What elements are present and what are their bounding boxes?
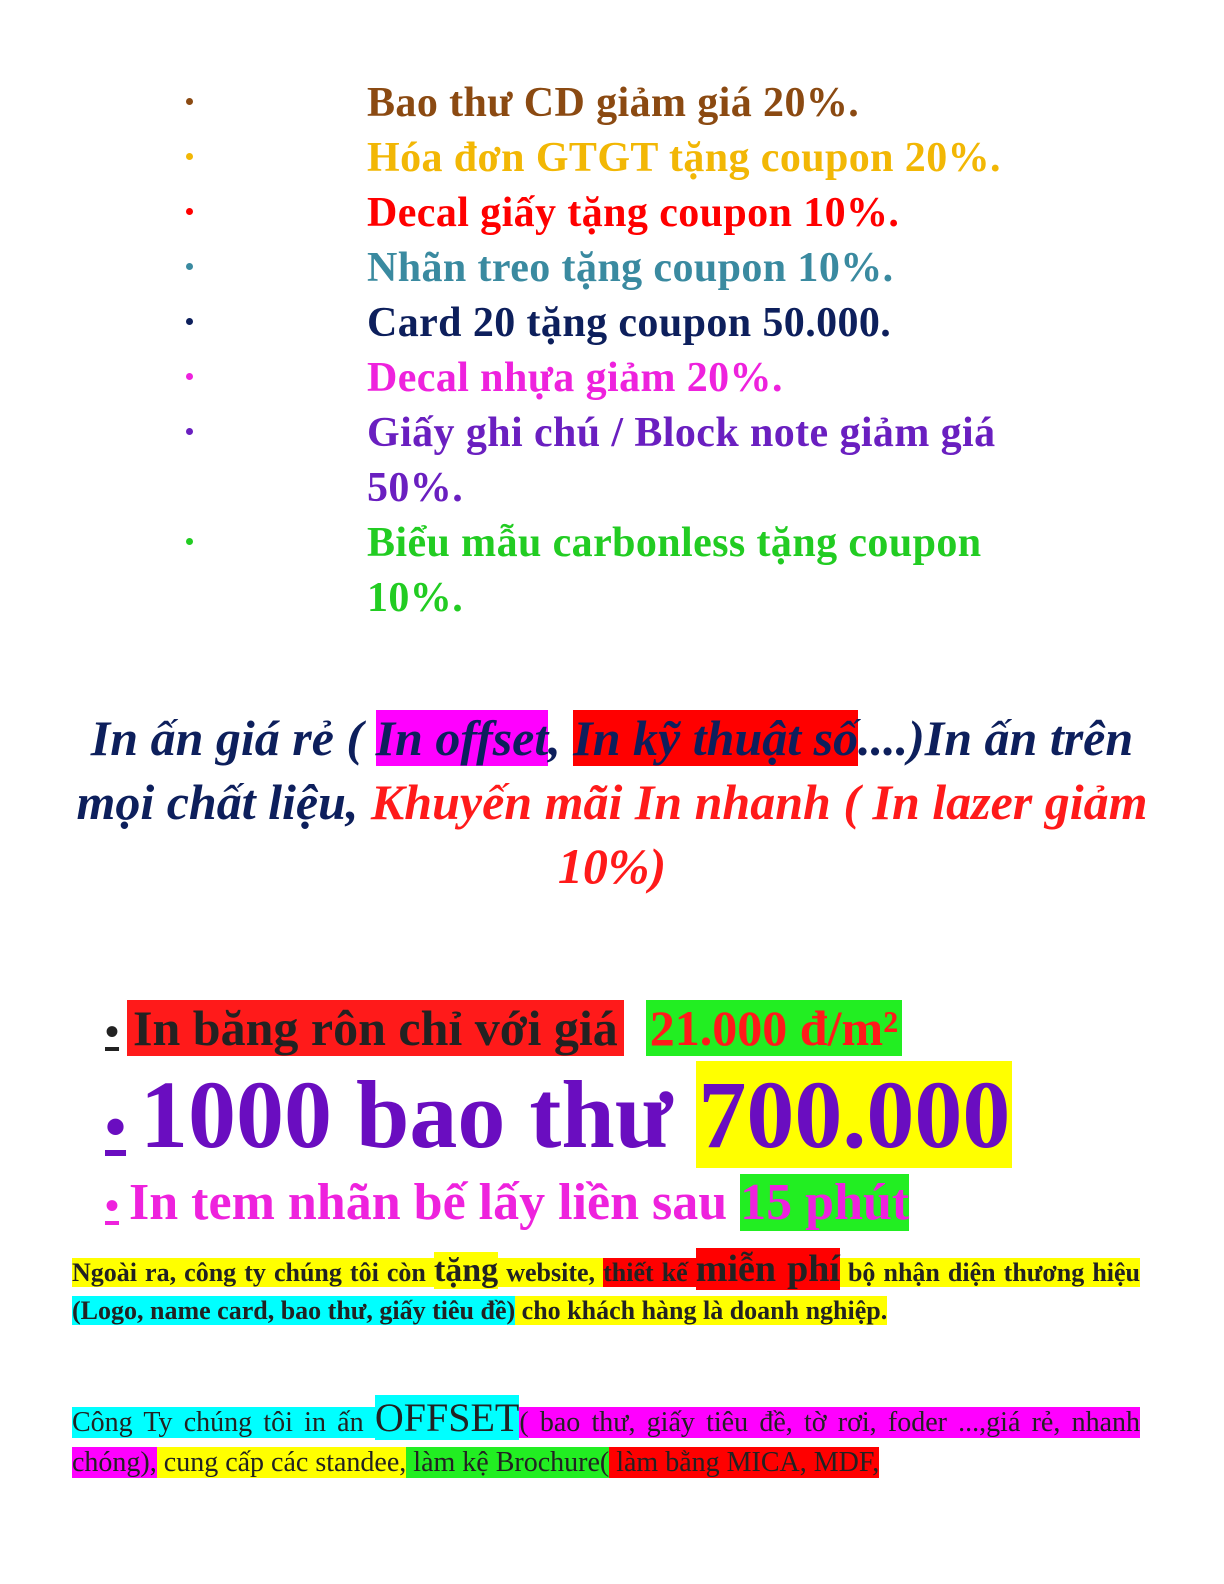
offer-label: 1000 bao thư (140, 1061, 697, 1168)
promo-text: Decal nhựa giảm 20%. (367, 355, 783, 401)
promo-red-text: Khuyến mãi In nhanh ( In lazer giảm 10%) (370, 774, 1148, 894)
para-text: thiết kế (603, 1258, 696, 1287)
promo-text: Nhãn treo tặng coupon 10%. (367, 245, 894, 291)
promo-text: Biểu mẫu carbonless tặng coupon 10%. (367, 520, 982, 621)
promo-text: Card 20 tặng coupon 50.000. (367, 300, 892, 346)
headline (60, 706, 1164, 898)
offer-banner (105, 994, 902, 1066)
para-text: (Logo, name card, bao thư, giấy tiêu đề) (72, 1296, 516, 1325)
para-text: cho khách hàng là doanh nghiệp. (515, 1296, 888, 1325)
list-item (0, 349, 1224, 404)
paragraph-free-design (72, 1250, 1140, 1330)
para-text: OFFSET (374, 1395, 520, 1440)
list-item (0, 294, 1224, 349)
offer-label: In băng rôn chỉ với giá (127, 1000, 624, 1056)
bullet-icon: • (105, 1009, 120, 1054)
para-text: ( bao thư, giấy tiêu đề, tờ rơi, foder ...,giá rẻ, nhanh chóng), (72, 1407, 1141, 1478)
bullet-icon: • (105, 1094, 127, 1160)
bullet-icon (186, 263, 193, 270)
bullet-icon (186, 153, 193, 160)
bullet-icon (186, 538, 193, 545)
headline-text: , (548, 710, 574, 766)
list-item (0, 184, 1224, 239)
para-text: miễn phí (695, 1248, 840, 1290)
list-item (0, 129, 1224, 184)
offer-envelope (105, 1060, 1012, 1182)
promo-list (0, 74, 1224, 624)
bullet-icon (186, 428, 193, 435)
offer-price: 700.000 (698, 1061, 1011, 1168)
para-text: cung cấp các standee, (156, 1447, 407, 1478)
para-text: website, (498, 1258, 604, 1287)
headline-text: In ấn giá rẻ ( (90, 710, 376, 766)
offer-label: In tem nhãn bế lấy liền sau (129, 1174, 741, 1231)
bullet-icon (186, 98, 193, 105)
promo-text: Decal giấy tặng coupon 10%. (367, 190, 900, 236)
para-text: Công Ty chúng tôi in ấn (72, 1407, 375, 1438)
para-text: làm bằng MICA, MDF, (609, 1447, 880, 1478)
highlight-offset: In offset (375, 710, 549, 766)
para-text: Ngoài ra, công ty chúng tôi còn (72, 1258, 434, 1287)
bullet-icon: • (105, 1183, 120, 1228)
promo-text: Hóa đơn GTGT tặng coupon 20%. (367, 135, 1001, 181)
list-item (0, 514, 1224, 624)
headline-text: ....)In ấn trên mọi chất liệu, (76, 710, 1134, 830)
list-item (0, 74, 1224, 129)
offer-time: 15 phút (740, 1174, 910, 1231)
para-text: làm kệ Brochure( (406, 1447, 610, 1478)
promo-text: Giấy ghi chú / Block note giảm giá 50%. (367, 410, 996, 511)
bullet-icon (186, 318, 193, 325)
para-text: bộ nhận diện thương hiệu (839, 1258, 1140, 1287)
list-item (0, 239, 1224, 294)
paragraph-offset-services (72, 1395, 1141, 1483)
offer-label-print (105, 1170, 909, 1239)
list-item (0, 404, 1224, 514)
bullet-icon (186, 373, 193, 380)
bullet-icon (186, 208, 193, 215)
para-text: tặng (433, 1252, 499, 1289)
promo-text: Bao thư CD giảm giá 20%. (367, 80, 860, 126)
highlight-digital: In kỹ thuật số (573, 710, 859, 766)
offer-price: 21.000 đ/m² (646, 1000, 902, 1056)
